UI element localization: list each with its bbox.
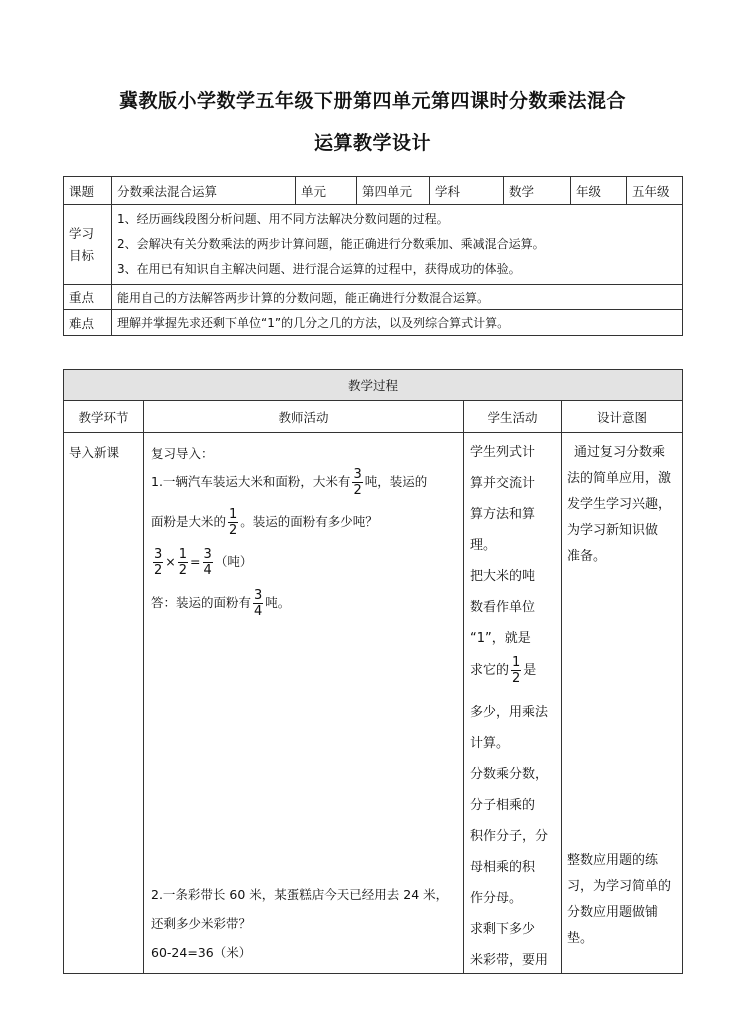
grade-value: 五年级 xyxy=(627,177,683,205)
denominator: 4 xyxy=(203,563,212,578)
student-line: 积作分子，分 xyxy=(470,829,549,844)
objectives-label-line-1: 学习 xyxy=(69,225,95,241)
difficulty-value: 理解并掌握先求还剩下单位“1”的几分之几的方法，以及列综合算式计算。 xyxy=(112,310,683,336)
student-activity-cell xyxy=(464,433,562,974)
question-2-line-1: 2.一条彩带长 60 米，某蛋糕店今天已经用去 24 米， xyxy=(151,887,449,902)
denominator: 4 xyxy=(254,604,263,619)
design-intent-cell xyxy=(562,433,683,974)
review-intro: 复习导入： xyxy=(151,446,214,461)
design-line: 通过复习分数乘 xyxy=(574,445,666,460)
key-point-label: 重点 xyxy=(64,285,112,310)
question-1-line-1 xyxy=(151,468,427,497)
objectives-label xyxy=(64,205,112,285)
fraction-three-quarters xyxy=(253,589,263,618)
numerator: 3 xyxy=(353,467,362,482)
question-1-line-2 xyxy=(151,508,378,537)
numerator: 3 xyxy=(254,588,263,603)
stage-name: 导入新课 xyxy=(69,445,120,460)
fraction-one-half xyxy=(511,656,521,685)
question-1-text-a: 1.一辆汽车装运大米和面粉，大米有 xyxy=(151,474,351,489)
student-line: 算并交流计 xyxy=(470,476,536,491)
student-line: 求剩下多少 xyxy=(470,922,536,937)
document-title-line-1: 冀教版小学数学五年级下册第四单元第四课时分数乘法混合 xyxy=(118,90,626,112)
calculation-unit: （吨） xyxy=(214,554,253,569)
key-point-value: 能用自己的方法解答两步计算的分数问题，能正确进行分数混合运算。 xyxy=(112,285,683,310)
column-header-student: 学生活动 xyxy=(464,401,562,433)
grade-label: 年级 xyxy=(571,177,627,205)
difficulty-label: 难点 xyxy=(64,310,112,336)
stage-cell xyxy=(64,433,144,974)
calculation-2: 60-24=36（米） xyxy=(151,945,252,960)
fraction-three-halves xyxy=(352,468,362,497)
objectives-list xyxy=(112,205,683,285)
student-line: 数看作单位 xyxy=(470,600,536,615)
column-header-teacher: 教师活动 xyxy=(144,401,464,433)
teaching-process-table xyxy=(63,369,683,974)
numerator: 1 xyxy=(178,547,188,562)
design-line: 习，为学习简单的 xyxy=(567,879,672,894)
design-line: 准备。 xyxy=(567,549,607,564)
column-header-design: 设计意图 xyxy=(562,401,683,433)
student-line: 分子相乘的 xyxy=(470,798,536,813)
design-line: 为学习新知识做 xyxy=(567,523,659,538)
equals-sign: = xyxy=(190,554,201,569)
student-line: 学生列式计 xyxy=(470,445,536,460)
design-line: 垫。 xyxy=(567,931,594,946)
student-line: 多少，用乘法 xyxy=(470,705,549,720)
denominator: 2 xyxy=(512,671,521,686)
numerator: 1 xyxy=(229,507,238,522)
question-1-text-d: 。装运的面粉有多少吨？ xyxy=(240,514,378,529)
lesson-info-table xyxy=(63,176,683,336)
student-line: 米彩带，要用 xyxy=(470,953,549,968)
fraction-one-half xyxy=(228,508,238,537)
student-line: 母相乘的积 xyxy=(470,860,536,875)
column-header-stage: 教学环节 xyxy=(64,401,144,433)
times-sign: × xyxy=(165,554,176,569)
denominator: 2 xyxy=(353,483,362,498)
question-1-text-b: 吨，装运的 xyxy=(364,474,428,489)
student-line xyxy=(470,656,536,685)
student-line: 计算。 xyxy=(470,736,510,751)
denominator: 2 xyxy=(154,563,163,578)
student-text: 是 xyxy=(523,663,537,678)
calculation-1 xyxy=(151,548,252,577)
topic-value: 分数乘法混合运算 xyxy=(112,177,296,205)
numerator: 1 xyxy=(512,655,521,670)
fraction-one-half xyxy=(178,548,188,577)
teacher-activity-cell xyxy=(144,433,464,974)
student-line: 作分母。 xyxy=(470,891,523,906)
answer-1 xyxy=(151,589,290,618)
student-line: 分数乘分数， xyxy=(470,767,549,782)
numerator: 3 xyxy=(154,547,163,562)
unit-value: 第四单元 xyxy=(357,177,430,205)
subject-value: 数学 xyxy=(504,177,571,205)
answer-1-text-a: 答：装运的面粉有 xyxy=(151,595,252,610)
student-text: 求它的 xyxy=(470,663,510,678)
student-line: “1”，就是 xyxy=(470,631,531,646)
answer-1-text-b: 吨。 xyxy=(265,595,291,610)
unit-label: 单元 xyxy=(296,177,357,205)
fraction-three-quarters xyxy=(203,548,213,577)
question-1-text-c: 面粉是大米的 xyxy=(151,514,227,529)
numerator: 3 xyxy=(203,547,212,562)
design-line: 整数应用题的练 xyxy=(567,853,659,868)
student-line: 理。 xyxy=(470,538,497,553)
question-2-line-2: 还剩多少米彩带？ xyxy=(151,916,252,931)
objective-item: 2、会解决有关分数乘法的两步计算问题，能正确进行分数乘加、乘减混合运算。 xyxy=(117,237,545,251)
process-header: 教学过程 xyxy=(64,370,683,401)
student-line: 把大米的吨 xyxy=(470,569,536,584)
design-line: 分数应用题做铺 xyxy=(567,905,659,920)
objectives-label-line-2: 目标 xyxy=(69,247,95,263)
subject-label: 学科 xyxy=(430,177,504,205)
document-title-line-2: 运算教学设计 xyxy=(313,132,431,154)
denominator: 2 xyxy=(229,523,238,538)
design-line: 法的简单应用，激 xyxy=(567,471,672,486)
topic-label: 课题 xyxy=(64,177,112,205)
student-line: 算方法和算 xyxy=(470,507,536,522)
objective-item: 1、经历画线段图分析问题、用不同方法解决分数问题的过程。 xyxy=(117,212,449,226)
design-line: 发学生学习兴趣， xyxy=(567,497,672,512)
objective-item: 3、在用已有知识自主解决问题、进行混合运算的过程中，获得成功的体验。 xyxy=(117,262,521,276)
fraction-three-halves xyxy=(153,548,163,577)
denominator: 2 xyxy=(178,563,188,578)
